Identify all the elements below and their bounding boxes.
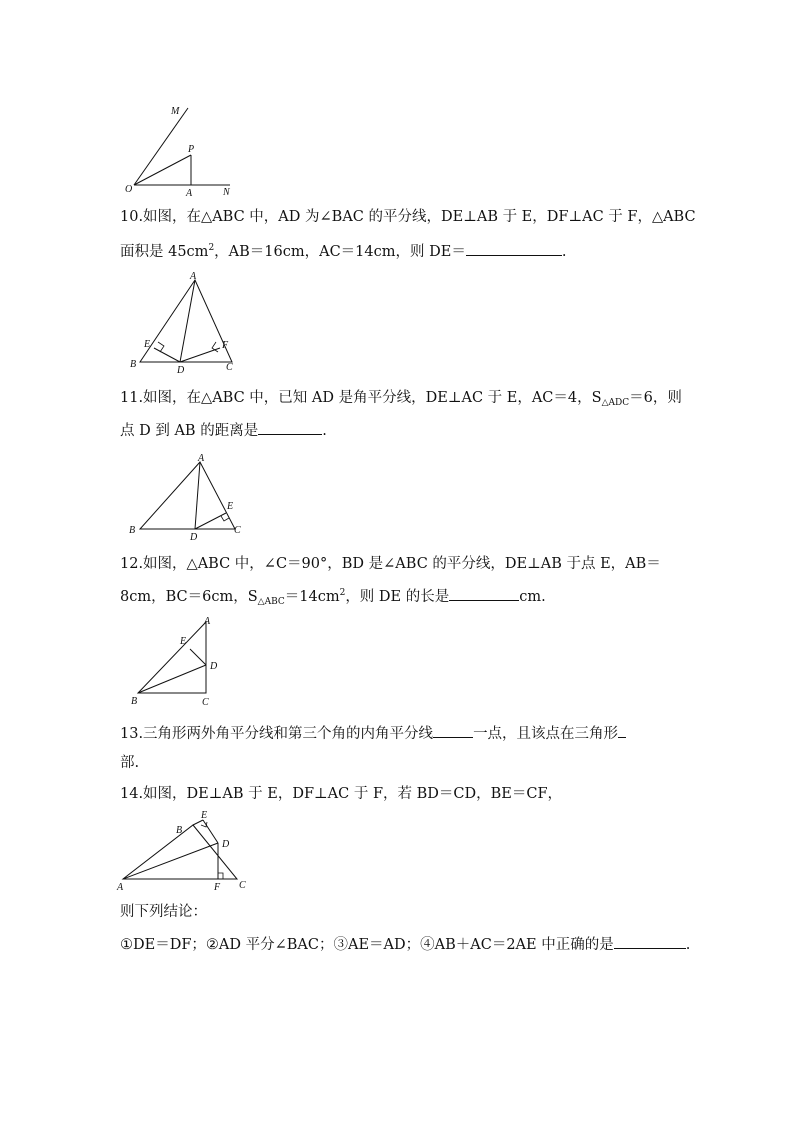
q10-text-b: ，AB＝16cm，AC＝14cm，则 DE＝ bbox=[214, 244, 466, 260]
q10-end: . bbox=[561, 244, 567, 260]
q10-line1: 10.如图，在△ABC 中，AD 为∠BAC 的平分线，DE⊥AB 于 E，DF⊥AC 于 F，△ABC bbox=[120, 209, 696, 225]
fig14-label-B: B bbox=[176, 825, 183, 836]
q14-line2: 则下列结论： bbox=[120, 904, 207, 920]
fig14-label-C: C bbox=[239, 880, 246, 891]
q11-answer-blank bbox=[258, 419, 322, 435]
q13-answer-blank-1 bbox=[433, 722, 473, 738]
q13-line2: 部. bbox=[120, 755, 140, 771]
q13-text-a: 13.三角形两外角平分线和第三个角的内角平分线 bbox=[120, 726, 434, 742]
fig12-label-D: D bbox=[210, 661, 218, 672]
fig10-label-C: C bbox=[226, 362, 233, 373]
fig9-label-P: P bbox=[188, 144, 195, 155]
fig11-label-B: B bbox=[129, 525, 136, 536]
fig10-label-D: D bbox=[177, 365, 185, 376]
q12-text-b: ＝14cm bbox=[284, 589, 340, 605]
q12-sup: 2 bbox=[339, 588, 346, 598]
q13-answer-blank-2 bbox=[618, 722, 626, 738]
figure-q9 bbox=[120, 100, 250, 200]
q12-text-a: 8cm，BC＝6cm，S bbox=[120, 589, 258, 605]
fig10-label-F: F bbox=[222, 340, 229, 351]
figure-q10 bbox=[120, 270, 250, 375]
fig12-label-A: A bbox=[204, 616, 211, 627]
fig10-label-B: B bbox=[130, 359, 137, 370]
fig14-label-D: D bbox=[222, 839, 230, 850]
fig14-label-F: F bbox=[214, 882, 221, 893]
q14-answer-blank bbox=[614, 933, 686, 949]
fig12-label-E: E bbox=[180, 636, 187, 647]
fig9-label-N: N bbox=[223, 187, 230, 198]
q12-end: cm. bbox=[519, 589, 546, 605]
q14-end: . bbox=[685, 937, 691, 953]
q14-line1: 14.如图，DE⊥AB 于 E，DF⊥AC 于 F，若 BD＝CD，BE＝CF， bbox=[120, 786, 563, 802]
q10-line2 bbox=[120, 240, 566, 264]
fig9-label-O: O bbox=[125, 184, 133, 195]
fig9-label-A: A bbox=[186, 188, 193, 199]
q10-answer-blank bbox=[466, 240, 562, 256]
q10-text-a: 面积是 45cm bbox=[120, 244, 209, 260]
q11-text-c: 点 D 到 AB 的距离是 bbox=[120, 423, 259, 439]
q12-text-c: ，则 DE 的长是 bbox=[345, 589, 450, 605]
q11-sub: △ADC bbox=[601, 398, 630, 408]
q12-answer-blank bbox=[449, 585, 519, 601]
q10-sup: 2 bbox=[208, 243, 215, 253]
q12-line2 bbox=[120, 585, 546, 609]
q13-text-b: 一点，且该点在三角形 bbox=[473, 726, 619, 742]
q11-text-b: ＝6，则 bbox=[629, 390, 682, 406]
fig9-label-M: M bbox=[171, 106, 180, 117]
q14-line3 bbox=[120, 933, 690, 955]
q14-text-a: ①DE＝DF；②AD 平分∠BAC；③AE＝AD；④AB＋AC＝2AE 中正确的是 bbox=[120, 937, 614, 953]
figure-q14 bbox=[117, 810, 257, 895]
q11-line2 bbox=[120, 419, 327, 441]
q11-text-a: 11.如图，在△ABC 中，已知 AD 是角平分线，DE⊥AC 于 E，AC＝4，S bbox=[120, 390, 602, 406]
figure-q11 bbox=[120, 450, 250, 545]
fig10-label-A: A bbox=[190, 271, 197, 282]
fig11-label-C: C bbox=[234, 525, 241, 536]
q13-line1 bbox=[120, 722, 626, 744]
fig14-label-E: E bbox=[201, 810, 208, 821]
q12-line1: 12.如图，△ABC 中，∠C＝90°，BD 是∠ABC 的平分线，DE⊥AB 于点 E，AB＝ bbox=[120, 556, 661, 572]
q11-end: . bbox=[322, 423, 327, 439]
fig10-label-E: E bbox=[144, 339, 151, 350]
figure-q12 bbox=[120, 612, 230, 712]
fig11-label-A: A bbox=[198, 453, 205, 464]
q12-sub: △ABC bbox=[257, 597, 285, 607]
fig11-label-D: D bbox=[190, 532, 198, 543]
fig11-label-E: E bbox=[227, 501, 234, 512]
fig12-label-C: C bbox=[202, 697, 209, 708]
fig14-label-A: A bbox=[117, 882, 124, 893]
fig12-label-B: B bbox=[131, 696, 138, 707]
q11-line1 bbox=[120, 388, 682, 410]
